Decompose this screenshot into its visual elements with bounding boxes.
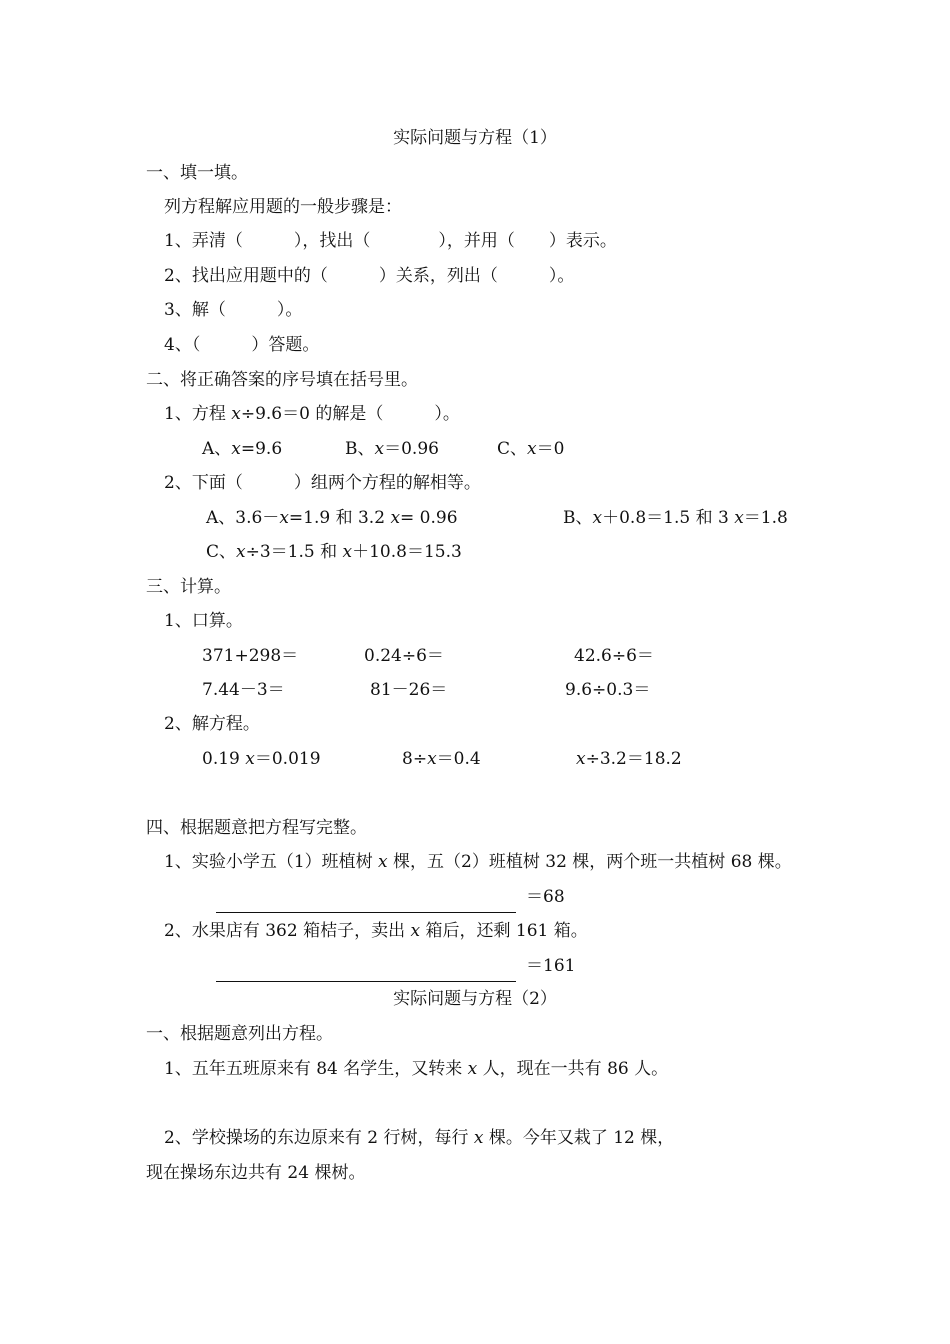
part2-question-2-cont: 现在操场东边共有 24 棵树。 (146, 1163, 366, 1183)
answer-line-1 (216, 912, 516, 913)
equation-1: 0.19 x＝0.019 (202, 749, 321, 769)
solve-eq-heading: 2、解方程。 (164, 714, 260, 734)
oral-calc-item: 7.44－3＝ (202, 680, 285, 700)
answer-result-1: ＝68 (526, 887, 565, 907)
option-c: C、x＝0 (497, 439, 565, 459)
step-4: 4、（ ）答题。 (164, 335, 320, 355)
worksheet-title-1: 实际问题与方程（1） (393, 128, 557, 148)
option-a: A、x=9.6 (202, 439, 283, 459)
question-4-2: 2、水果店有 362 箱桔子，卖出 x 箱后，还剩 161 箱。 (164, 921, 588, 941)
section-3-heading: 三、计算。 (146, 577, 231, 597)
question-2-1: 1、方程 x÷9.6＝0 的解是（ ）。 (164, 404, 460, 424)
answer-result-2: ＝161 (526, 956, 576, 976)
worksheet-title-2: 实际问题与方程（2） (393, 989, 557, 1009)
part2-question-1: 1、五年五班原来有 84 名学生，又转来 x 人，现在一共有 86 人。 (164, 1059, 669, 1079)
question-4-1: 1、实验小学五（1）班植树 x 棵，五（2）班植树 32 棵，两个班一共植树 68 棵。 (164, 852, 792, 872)
part2-section-1-heading: 一、根据题意列出方程。 (146, 1024, 333, 1044)
section-1-heading: 一、填一填。 (146, 163, 248, 183)
question-2-2: 2、下面（ ）组两个方程的解相等。 (164, 473, 481, 493)
step-1: 1、弄清（ ），找出（ ），并用（ ）表示。 (164, 231, 617, 251)
step-2: 2、找出应用题中的（ ）关系，列出（ ）。 (164, 266, 575, 286)
oral-calc-item: 0.24÷6＝ (364, 646, 444, 666)
answer-line-2 (216, 981, 516, 982)
steps-intro: 列方程解应用题的一般步骤是： (164, 197, 402, 217)
oral-calc-item: 371+298＝ (202, 646, 299, 666)
option-2-c: C、x÷3＝1.5 和 x＋10.8＝15.3 (206, 542, 462, 562)
section-4-heading: 四、根据题意把方程写完整。 (146, 818, 367, 838)
equation-2: 8÷x＝0.4 (402, 749, 481, 769)
option-2-a: A、3.6－x=1.9 和 3.2 x= 0.96 (206, 508, 458, 528)
option-2-b: B、x＋0.8＝1.5 和 3 x＝1.8 (563, 508, 788, 528)
oral-calc-item: 9.6÷0.3＝ (565, 680, 651, 700)
step-3: 3、解（ ）。 (164, 300, 303, 320)
equation-3: x÷3.2＝18.2 (576, 749, 682, 769)
part2-question-2: 2、学校操场的东边原来有 2 行树，每行 x 棵。今年又栽了 12 棵， (164, 1128, 675, 1148)
oral-calc-heading: 1、口算。 (164, 611, 243, 631)
option-b: B、x＝0.96 (345, 439, 439, 459)
section-2-heading: 二、将正确答案的序号填在括号里。 (146, 370, 418, 390)
oral-calc-item: 81－26＝ (370, 680, 448, 700)
oral-calc-item: 42.6÷6＝ (574, 646, 654, 666)
